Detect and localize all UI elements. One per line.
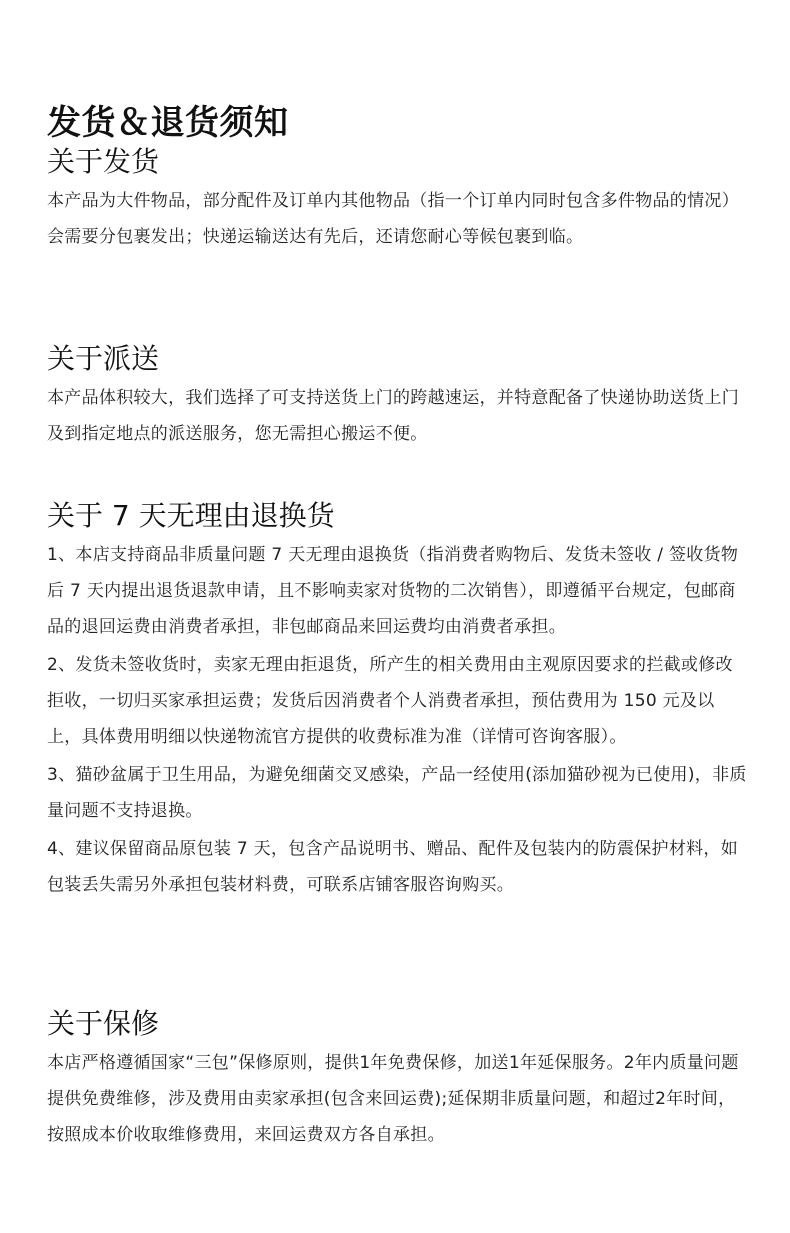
section-title-warranty: 关于保修 — [47, 1007, 160, 1040]
returns-rule-2: 2、发货未签收货时，卖家无理由拒退货，所产生的相关费用由主观原因要求的拦截或修改拒收，一切归买家承担运费；发货后因消费者个人消费者承担，预估费用为 150 元及以上，具体费用明细以快递物流官方提供的收费标准为准（详情可咨询客服）。 — [47, 655, 733, 747]
page-title: 发货＆退货须知 — [47, 102, 289, 143]
returns-rule-3: 3、猫砂盆属于卫生用品，为避免细菌交叉感染，产品一经使用(添加猫砂视为已使用)，非质量问题不支持退换。 — [47, 765, 747, 821]
section-delivery — [47, 340, 747, 452]
delivery-paragraph: 本产品体积较大，我们选择了可支持送货上门的跨越速运，并特意配备了快递协助送货上门及到指定地点的派送服务，您无需担心搬运不便。 — [47, 388, 739, 444]
section-shipping — [47, 143, 747, 255]
returns-rule-1: 1、本店支持商品非质量问题 7 天无理由退换货（指消费者购物后、发货未签收 / 签收货物后 7 天内提出退货退款申请，且不影响卖家对货物的二次销售），即遵循平台规定，包邮商品的退回运费由消费者承担，非包邮商品来回运费均由消费者承担。 — [47, 545, 739, 637]
section-returns — [47, 497, 747, 903]
section-title-shipping: 关于发货 — [47, 145, 160, 178]
section-title-returns: 关于 7 天无理由退换货 — [47, 499, 335, 532]
warranty-paragraph: 本店严格遵循国家“三包”保修原则，提供1年免费保修，加送1年延保服务。2年内质量问题提供免费维修，涉及费用由卖家承担(包含来回运费);延保期非质量问题，和超过2年时间，按照成本价收取维修费用，来回运费双方各自承担。 — [47, 1053, 739, 1145]
returns-rule-4: 4、建议保留商品原包装 7 天，包含产品说明书、赠品、配件及包装内的防震保护材料，如包装丢失需另外承担包装材料费，可联系店铺客服咨询购买。 — [47, 839, 739, 895]
section-warranty — [47, 1005, 747, 1153]
shipping-paragraph: 本产品为大件物品，部分配件及订单内其他物品（指一个订单内同时包含多件物品的情况）会需要分包裹发出；快递运输送达有先后，还请您耐心等候包裹到临。 — [47, 191, 739, 247]
section-title-delivery: 关于派送 — [47, 342, 160, 375]
